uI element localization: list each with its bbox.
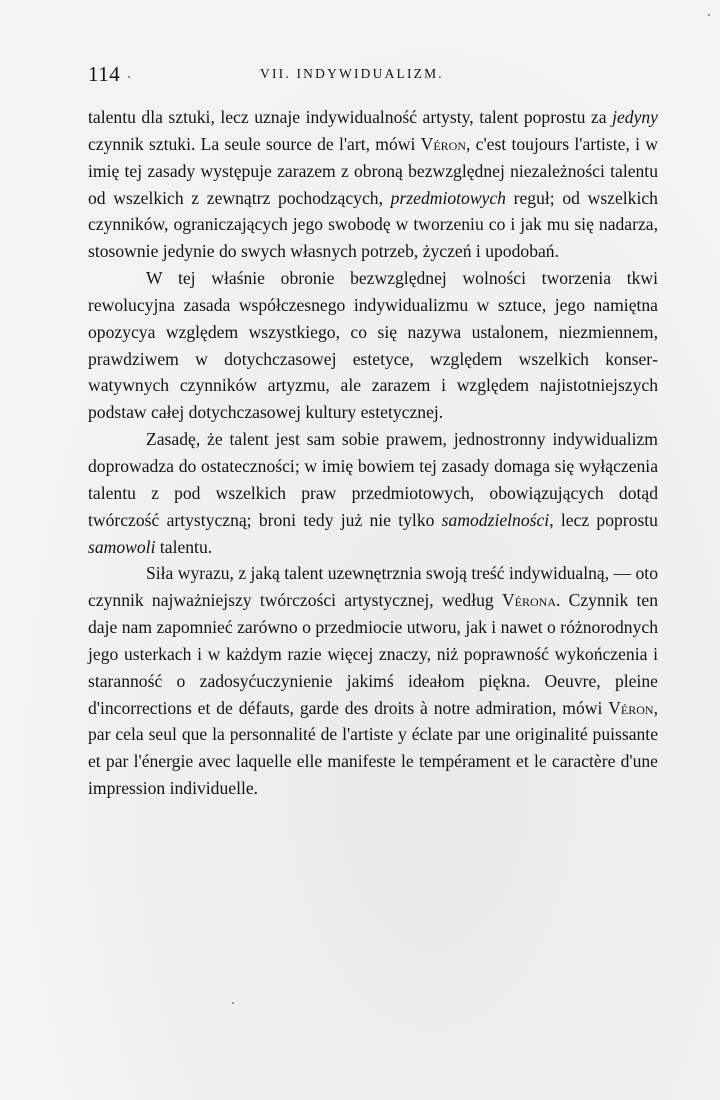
paragraph-1: talentu dla sztuki, lecz uznaje indywidualność artysty, talent poprostu za jedyny czynnik sztuki. La seule source de l'art, mówi Véron, c'est toujours l'artiste, i w imię tej zasady występuje zarazem z obroną bezwzględnej niezależności talentu od wszelkich z zewnątrz pochodzących, przedmiotowych reguł; od wszelkich czynników, ograniczających jego swobodę w tworzeniu co i jak mu się nadarza, stosownie jedynie do swych własnych potrzeb, życzeń i upodobań.	[88, 107, 658, 262]
page-header	[88, 62, 658, 92]
author-name-veron-2: Véron	[608, 697, 654, 718]
emphasis-samodzielnosci: samodzielności	[441, 509, 550, 530]
scan-speck	[708, 14, 710, 16]
body-text	[88, 104, 658, 802]
scan-speck	[128, 76, 130, 78]
running-head: VII. INDYWIDUALIZM.	[260, 66, 444, 81]
author-name-verona: Vérona	[501, 590, 556, 611]
paragraph-2: W tej właśnie obronie bezwzględnej wolności tworzenia tkwi rewolucyjna zasada współczesnego indywidualizmu w sztuce, jego namiętna opozycya względem wszystkiego, co się nazywa ustalonem, niezmiennem, prawdziwem w dotychczasowej estetyce, względem wszelkich konserwatywnych czynników artyzmu, ale zarazem i względem najistotniejszych podstaw całej dotychczasowej kultury estetycznej.	[88, 268, 658, 423]
emphasis-samowoli: samowoli	[88, 536, 156, 557]
page-number: 114	[88, 62, 121, 86]
emphasis-przedmiotowych: przedmiotowych	[390, 187, 506, 208]
scan-speck	[232, 1002, 234, 1004]
paragraph-4: Siła wyrazu, z jaką talent uzewnętrznia swoją treść indywidualną, — oto czynnik najważniejszy twórczości artystycznej, według Vérona. Czynnik ten daje nam zapomnieć zarówno o przedmiocie utworu, jak i nawet o różnorodnych jego usterkach i w każdym razie więcej znaczy, niż poprawność wykończenia i staranność o zadosyćuczynienie jakimś ideałom piękna. Oeuvre, pleine d'incorrections et de défauts, garde des droits à notre admiration, mówi Véron, par cela seul que la personnalité de l'artiste y éclate par une originalité puissante et par l'énergie avec laquelle elle manifeste le tempérament et le caractère d'une impression individuelle.	[88, 563, 658, 799]
author-name-veron: Véron	[420, 133, 466, 154]
paragraph-3: Zasadę, że talent jest sam sobie prawem, jednostronny indywidualizm doprowadza do ostateczności; w imię bowiem tej zasady domaga się wyłączenia talentu z pod wszelkich praw przedmiotowych, obowiązujących dotąd twórczość artystyczną; broni tedy już nie tylko samodzielności, lecz poprostu samowoli talentu.	[88, 429, 658, 557]
emphasis-jedyny: jedyny	[612, 107, 658, 127]
